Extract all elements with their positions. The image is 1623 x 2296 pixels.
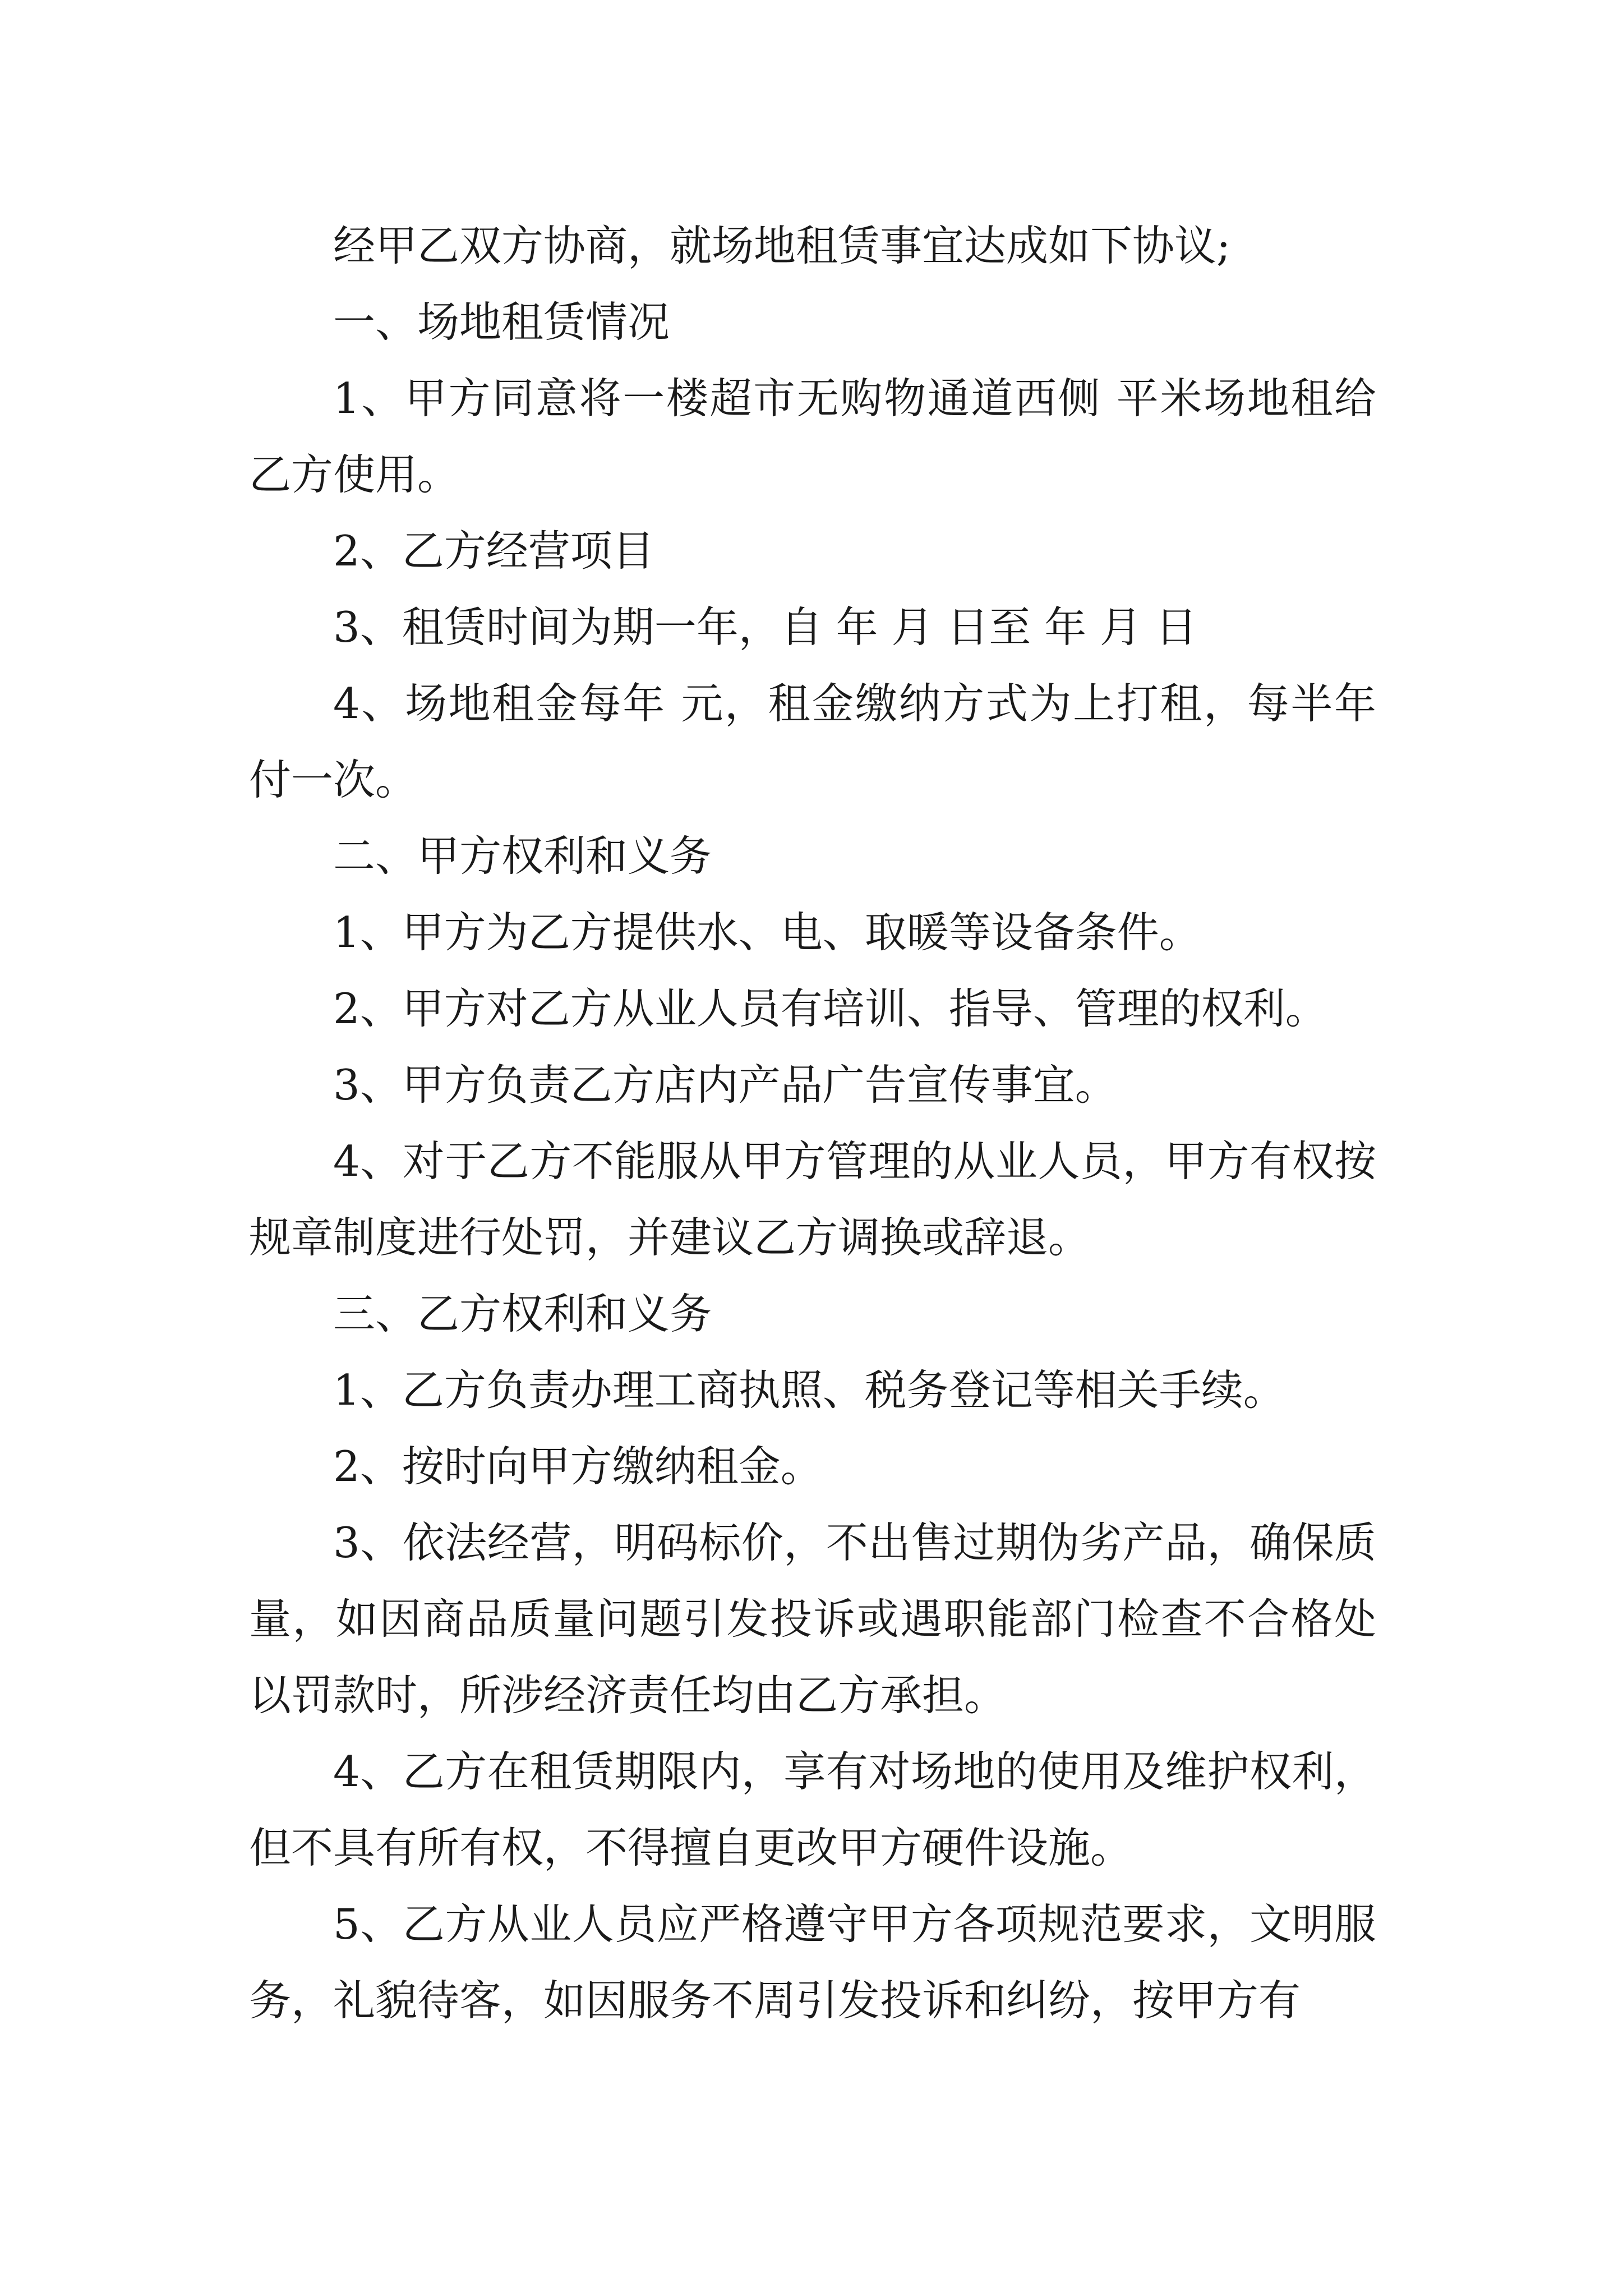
- paragraph: 2、按时向甲方缴纳租金。: [333, 1442, 823, 1491]
- paragraph: 3、租赁时间为期一年，自 年 月 日至 年 月 日: [333, 602, 1197, 652]
- paragraph: 2、乙方经营项目: [333, 526, 654, 576]
- section-heading-3: 三、乙方权利和义务: [333, 1289, 712, 1338]
- paragraph: 3、依法经营，明码标价，不出售过期伪劣产品，确保质量，如因商品质量问题引发投诉或遇职能部门检查不合格处以罚款时，所涉经济责任均由乙方承担。: [249, 1518, 1376, 1720]
- section-heading-2: 二、甲方权利和义务: [333, 831, 712, 881]
- paragraph: 4、乙方在租赁期限内，享有对场地的使用及维护权利，但不具有所有权，不得擅自更改甲方硬件设施。: [249, 1747, 1376, 1872]
- paragraph: 3、甲方负责乙方店内产品广告宣传事宜。: [333, 1060, 1117, 1110]
- paragraph: 1、乙方负责办理工商执照、税务登记等相关手续。: [333, 1365, 1285, 1415]
- document-body: [249, 208, 1376, 2039]
- paragraph: 2、甲方对乙方从业人员有培训、指导、管理的权利。: [333, 984, 1327, 1033]
- section-heading-1: 一、场地租赁情况: [333, 297, 670, 347]
- paragraph: 4、场地租金每年 元，租金缴纳方式为上打租，每半年付一次。: [249, 679, 1376, 804]
- paragraph: 5、乙方从业人员应严格遵守甲方各项规范要求，文明服务，礼貌待客，如因服务不周引发投诉和纠纷，按甲方有: [249, 1899, 1376, 2025]
- paragraph-intro: 经甲乙双方协商，就场地租赁事宜达成如下协议;: [333, 221, 1231, 270]
- paragraph: 4、对于乙方不能服从甲方管理的从业人员，甲方有权按规章制度进行处罚，并建议乙方调换或辞退。: [249, 1137, 1376, 1262]
- paragraph: 1、甲方为乙方提供水、电、取暖等设备条件。: [333, 908, 1201, 957]
- paragraph: 1、甲方同意将一楼超市无购物通道西侧 平米场地租给乙方使用。: [249, 374, 1376, 499]
